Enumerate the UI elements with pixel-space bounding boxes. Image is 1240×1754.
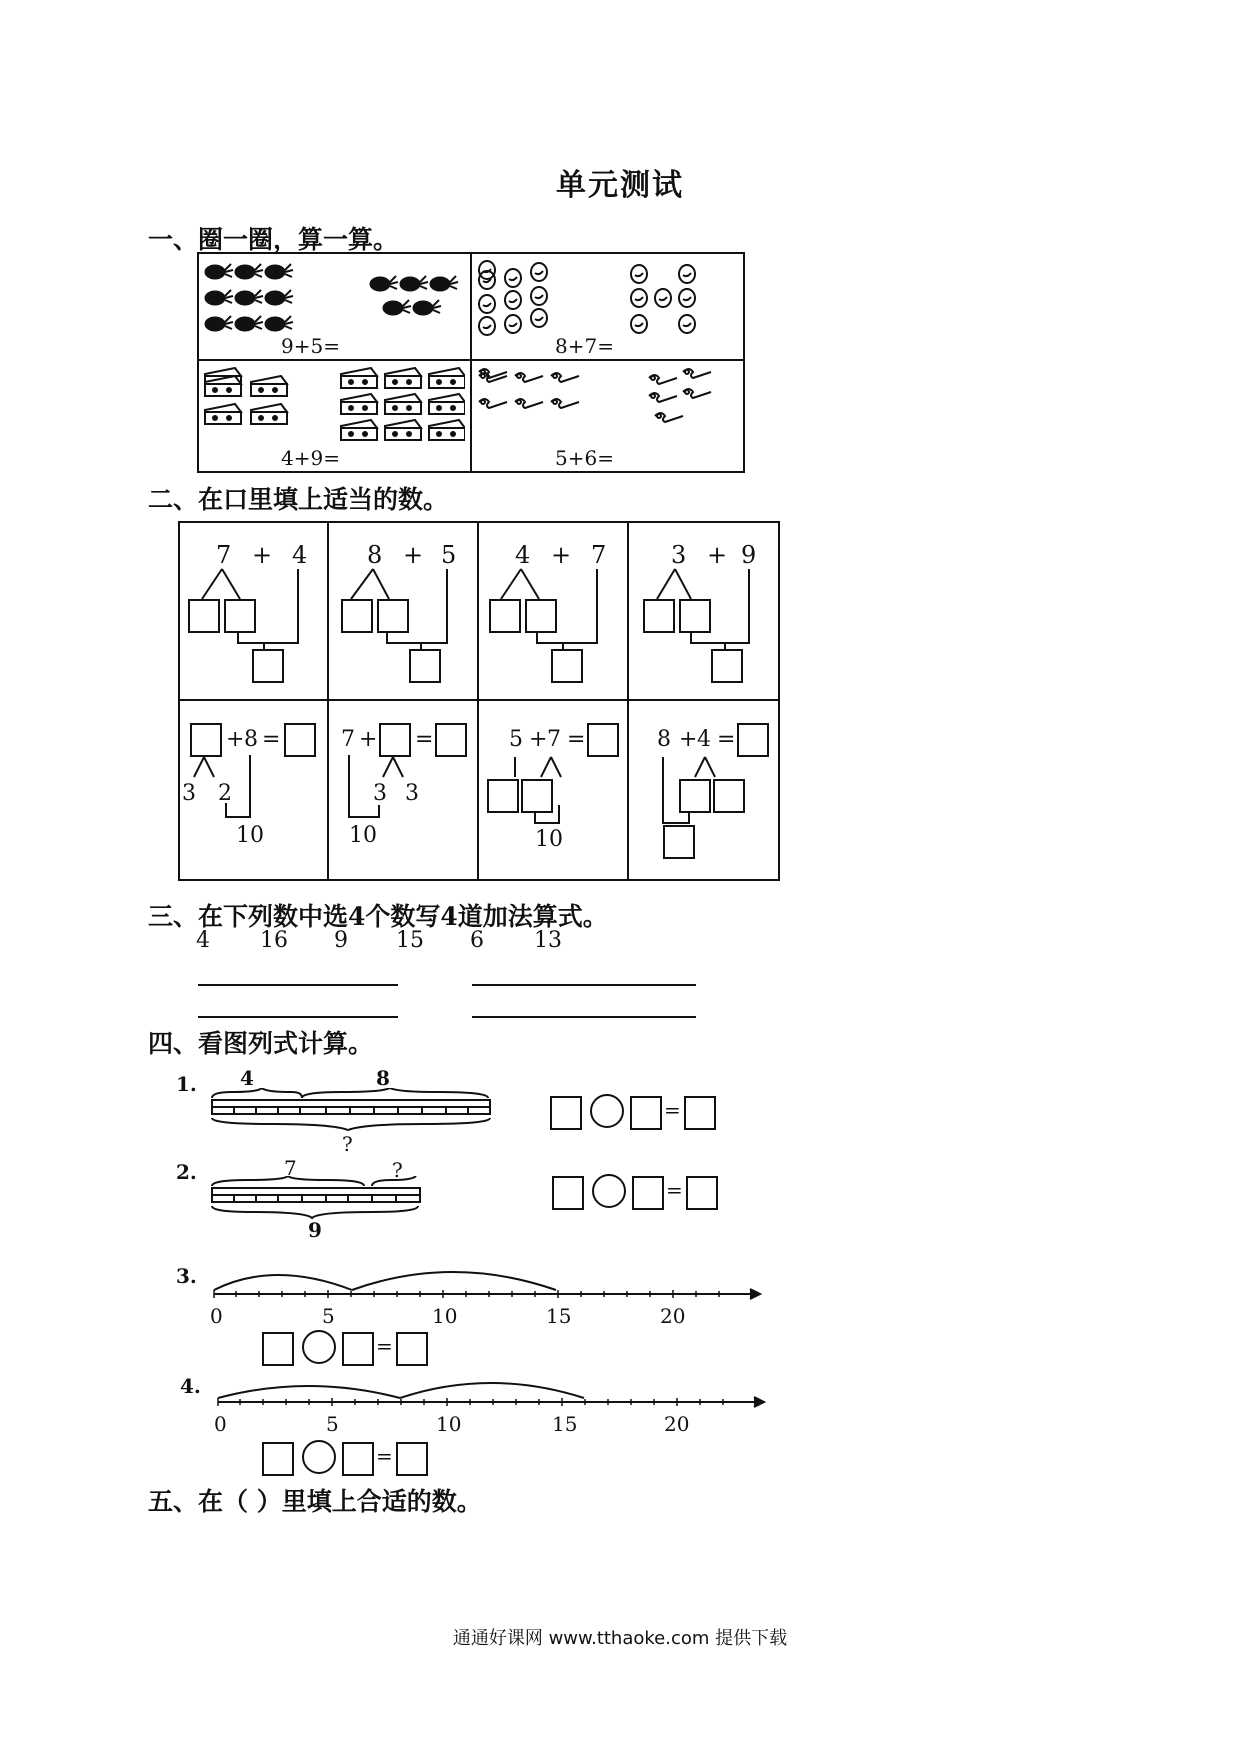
addend: 3 [671, 541, 687, 569]
addend: 7 [547, 727, 561, 752]
ten-number: 10 [349, 823, 377, 848]
section2-heading: 二、在口里填上适当的数。 [148, 485, 449, 514]
split-cell [180, 523, 328, 699]
tick-label: 10 [432, 1304, 458, 1328]
split-number: 2 [218, 781, 232, 806]
answer-line[interactable] [472, 984, 696, 986]
number-option: 4 [196, 928, 210, 953]
addend: 5 [441, 541, 457, 569]
tick-label: 5 [326, 1412, 339, 1436]
picture-grid [197, 252, 745, 473]
equation: 5+6= [555, 446, 614, 470]
answer-box[interactable] [342, 1332, 374, 1366]
tick-label: 15 [546, 1304, 572, 1328]
split-number: 3 [182, 781, 196, 806]
answer-box[interactable] [711, 649, 743, 683]
equals-sign: = [664, 1098, 681, 1122]
answer-box[interactable] [630, 1096, 662, 1130]
answer-box[interactable] [679, 779, 711, 813]
number-option: 16 [260, 928, 288, 953]
equals-sign: = [376, 1334, 393, 1358]
answer-box[interactable] [679, 599, 711, 633]
pineapple-icon [203, 260, 465, 344]
wrench-icon [477, 366, 739, 446]
operator-circle[interactable] [302, 1440, 336, 1474]
answer-box[interactable] [632, 1176, 664, 1210]
ten-number: 10 [535, 827, 563, 852]
tick-label: 0 [210, 1304, 223, 1328]
equals-sign: = [567, 727, 586, 752]
answer-line[interactable] [198, 1016, 398, 1018]
number-option: 6 [470, 928, 484, 953]
answer-box[interactable] [188, 599, 220, 633]
operator-circle[interactable] [592, 1174, 626, 1208]
addend: 7 [341, 727, 355, 752]
operator-circle[interactable] [590, 1094, 624, 1128]
operator-circle[interactable] [302, 1330, 336, 1364]
answer-box[interactable] [521, 779, 553, 813]
tick-label: 15 [552, 1412, 578, 1436]
answer-box[interactable] [525, 599, 557, 633]
plus-sign: + [252, 541, 273, 569]
ten-number: 10 [236, 823, 264, 848]
answer-box[interactable] [342, 1442, 374, 1476]
bracket-label: ? [392, 1158, 403, 1182]
egg-icon [477, 260, 739, 344]
answer-box[interactable] [409, 649, 441, 683]
number-option: 13 [534, 928, 562, 953]
section3-heading: 三、在下列数中选4个数写4道加法算式。 [148, 902, 608, 931]
answer-box[interactable] [552, 1176, 584, 1210]
cake-icon [203, 366, 465, 446]
answer-box[interactable] [377, 599, 409, 633]
problem-number: 2. [176, 1160, 197, 1184]
answer-box[interactable] [396, 1442, 428, 1476]
bracket-label: 8 [376, 1066, 390, 1090]
tick-label: 10 [436, 1412, 462, 1436]
answer-box[interactable] [684, 1096, 716, 1130]
answer-box[interactable] [252, 649, 284, 683]
equals-sign: = [717, 727, 736, 752]
equation: 4+9= [281, 446, 340, 470]
section1-heading: 一、圈一圈，算一算。 [148, 225, 399, 254]
make-ten-cell [479, 701, 627, 879]
problem-number: 1. [176, 1072, 197, 1096]
tick-label: 20 [660, 1304, 686, 1328]
answer-box[interactable] [643, 599, 675, 633]
equals-sign: = [262, 727, 281, 752]
equals-sign: = [415, 727, 434, 752]
decompose-grid [178, 521, 780, 881]
bracket-label: 7 [284, 1156, 297, 1180]
grid-divider [470, 254, 472, 471]
plus-sign: + [529, 727, 548, 752]
split-number: 3 [405, 781, 419, 806]
number-option: 9 [334, 928, 348, 953]
addend: 4 [697, 727, 711, 752]
answer-box[interactable] [396, 1332, 428, 1366]
make-ten-cell [329, 701, 477, 879]
answer-box[interactable] [341, 599, 373, 633]
equation: 9+5= [281, 334, 340, 358]
answer-box[interactable] [262, 1442, 294, 1476]
make-ten-cell [629, 701, 777, 879]
split-cell [329, 523, 477, 699]
problem-number: 3. [176, 1264, 197, 1288]
footer-credit: 通通好课网 www.tthaoke.com 提供下载 [452, 1628, 788, 1649]
equals-sign: = [376, 1444, 393, 1468]
bar-diagram [210, 1088, 496, 1138]
plus-sign: + [226, 727, 245, 752]
number-line [210, 1256, 770, 1306]
answer-line[interactable] [198, 984, 398, 986]
addend: 9 [741, 541, 757, 569]
tick-label: 0 [214, 1412, 227, 1436]
addend: 8 [244, 727, 258, 752]
equals-sign: = [666, 1178, 683, 1202]
make-ten-cell [180, 701, 328, 879]
bracket-label: ? [342, 1132, 353, 1156]
answer-box[interactable] [663, 825, 695, 859]
split-cell [629, 523, 777, 699]
split-cell [479, 523, 627, 699]
number-option: 15 [396, 928, 424, 953]
bracket-label: 4 [240, 1066, 254, 1090]
addend: 7 [216, 541, 232, 569]
number-line [214, 1364, 774, 1414]
equation: 8+7= [555, 334, 614, 358]
plus-sign: + [359, 727, 378, 752]
tick-label: 20 [664, 1412, 690, 1436]
plus-sign: + [679, 727, 698, 752]
problem-number: 4. [180, 1374, 201, 1398]
section5-heading: 五、在（ ）里填上合适的数。 [148, 1487, 482, 1516]
addend: 8 [657, 727, 671, 752]
bracket-label: 9 [308, 1218, 322, 1242]
answer-box[interactable] [550, 1096, 582, 1130]
addend: 5 [509, 727, 523, 752]
addend: 7 [591, 541, 607, 569]
plus-sign: + [707, 541, 728, 569]
addend: 8 [367, 541, 383, 569]
answer-box[interactable] [487, 779, 519, 813]
answer-box[interactable] [224, 599, 256, 633]
answer-box[interactable] [551, 649, 583, 683]
answer-box[interactable] [489, 599, 521, 633]
bar-diagram [210, 1176, 424, 1222]
tick-label: 5 [322, 1304, 335, 1328]
answer-line[interactable] [472, 1016, 696, 1018]
plus-sign: + [551, 541, 572, 569]
answer-box[interactable] [713, 779, 745, 813]
answer-box[interactable] [686, 1176, 718, 1210]
addend: 4 [292, 541, 308, 569]
answer-box[interactable] [262, 1332, 294, 1366]
plus-sign: + [403, 541, 424, 569]
section4-heading: 四、看图列式计算。 [148, 1029, 374, 1058]
page-title: 单元测试 [556, 168, 684, 203]
split-number: 3 [373, 781, 387, 806]
grid-divider [199, 359, 743, 361]
addend: 4 [515, 541, 531, 569]
